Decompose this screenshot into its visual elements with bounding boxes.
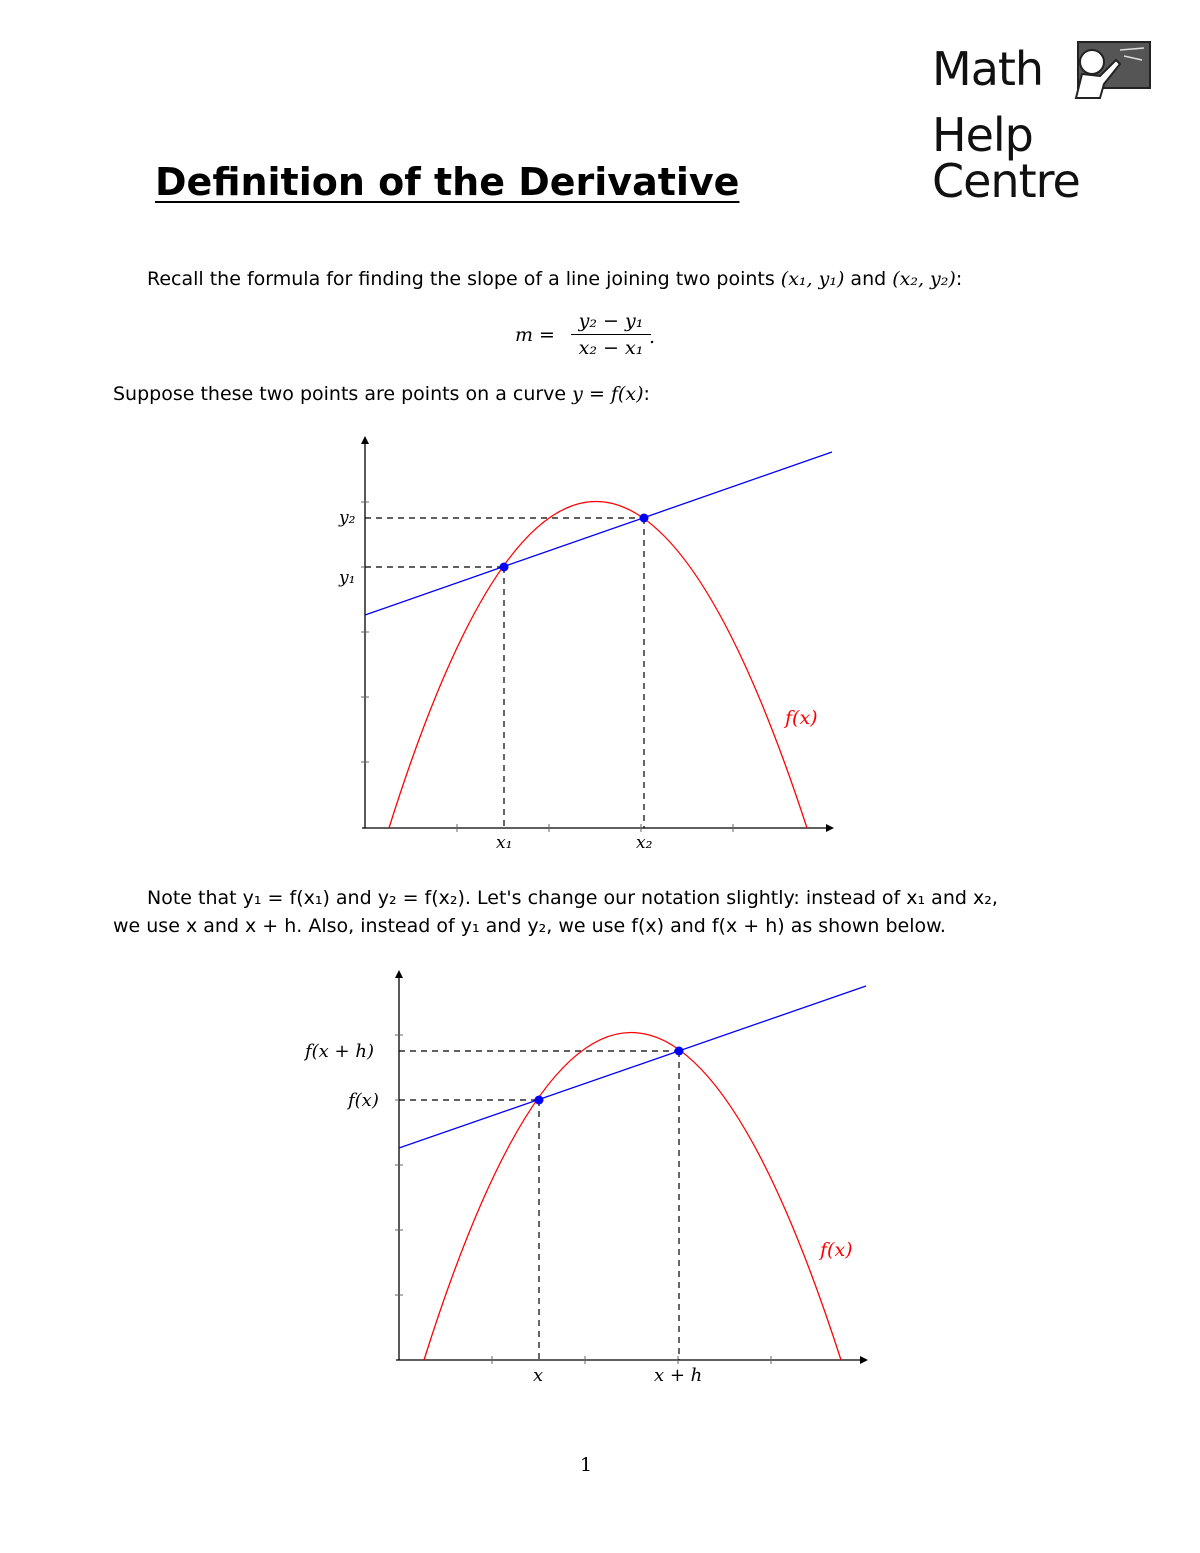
- graph1-y-label-y2: y₂: [339, 508, 356, 528]
- formula-period: .: [649, 326, 656, 348]
- graph2-y-axis-arrow: [395, 970, 403, 978]
- graph1-x-label-x2: x₂: [636, 833, 653, 853]
- graph2-x-axis-arrow: [860, 1356, 868, 1364]
- page-title: Definition of the Derivative: [155, 160, 740, 204]
- formula-numerator: y₂ − y₁: [571, 310, 651, 335]
- suppose-equation: y = f(x): [572, 383, 644, 405]
- graph1-x-axis-arrow: [826, 824, 834, 832]
- graph2-y-label-fxh: f(x + h): [305, 1041, 374, 1062]
- logo-word-help-centre: Help Centre: [932, 108, 1080, 208]
- graph2-secant-line: [399, 986, 866, 1148]
- page-number: 1: [580, 1454, 593, 1476]
- graph1-guides: [365, 518, 644, 828]
- graph2-curve-label: f(x): [820, 1239, 853, 1261]
- graph1-y-label-y1: y₁: [339, 568, 356, 588]
- formula-fraction: [571, 310, 651, 359]
- graph2-guides: [399, 1051, 679, 1360]
- intro-paragraph: [147, 265, 962, 293]
- graph2-point-1: [535, 1096, 544, 1105]
- graph1-secant-line: [365, 452, 832, 615]
- note-line-1: Note that y₁ = f(x₁) and y₂ = f(x₂). Let's change our notation slightly: instead of x₁ and x₂,: [147, 887, 998, 909]
- intro-point-2: (x₂, y₂): [892, 268, 956, 290]
- graph2-y-label-fx: f(x): [348, 1090, 379, 1111]
- suppose-colon: :: [643, 383, 650, 405]
- intro-point-1: (x₁, y₁): [780, 268, 845, 290]
- suppose-text: Suppose these two points are points on a curve: [113, 383, 567, 405]
- formula-lhs: m =: [515, 324, 555, 346]
- graph2-x-label-x: x: [533, 1365, 544, 1386]
- graph2-ticks: [395, 1035, 771, 1364]
- graph1-curve-label: f(x): [785, 707, 818, 729]
- logo-word-math: Math: [932, 42, 1044, 96]
- graph1-point-1: [500, 563, 509, 572]
- graph1-x-label-x1: x₁: [496, 833, 513, 853]
- graph1-y-axis-arrow: [361, 436, 369, 444]
- note-line-2: we use x and x + h. Also, instead of y₁ and y₂, we use f(x) and f(x + h) as shown below.: [113, 915, 946, 937]
- graph2-x-label-xh: x + h: [654, 1365, 703, 1386]
- graph1-point-2: [640, 514, 649, 523]
- formula-denominator: x₂ − x₁: [578, 337, 644, 359]
- chalkboard-icon: [1070, 40, 1152, 100]
- intro-and: and: [850, 268, 887, 290]
- graph1-curve: [389, 502, 807, 829]
- graph2-point-2: [675, 1047, 684, 1056]
- graph1-ticks: [361, 502, 733, 832]
- intro-colon: :: [955, 268, 963, 290]
- math-help-centre-logo: [932, 38, 1162, 208]
- suppose-paragraph: [113, 380, 650, 408]
- graph2-curve: [424, 1033, 841, 1361]
- intro-text: Recall the formula for finding the slope of a line joining two points: [147, 268, 775, 290]
